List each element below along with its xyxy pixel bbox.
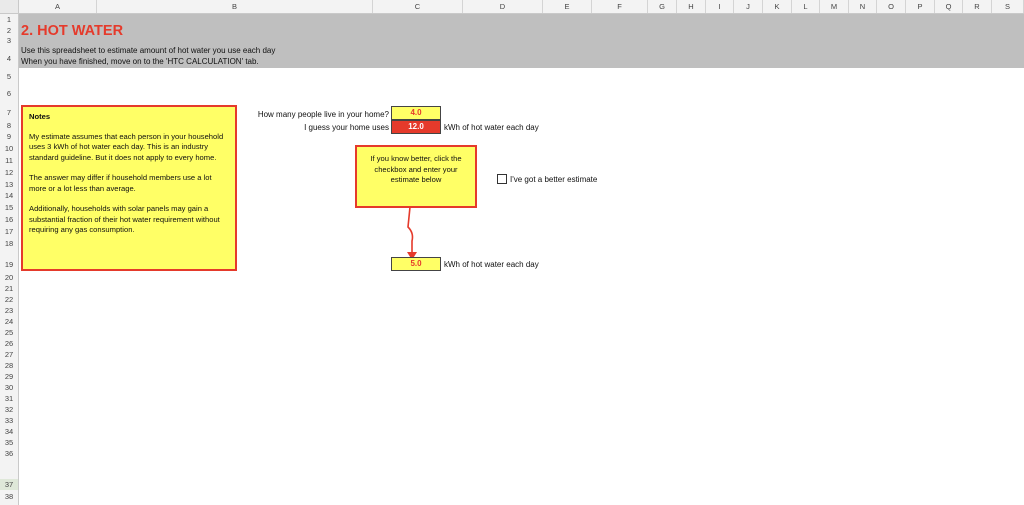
row-header[interactable]: 32 (4, 405, 14, 414)
notes-paragraph: My estimate assumes that each person in your household uses 3 kWh of hot water each day. This is an industry standard guideline. But it does not apply to every home. (29, 131, 224, 162)
row-header[interactable]: 25 (4, 328, 14, 337)
row-header[interactable]: 36 (4, 449, 14, 458)
column-header-f[interactable]: F (592, 0, 648, 13)
row-header[interactable]: 3 (6, 36, 12, 45)
notes-paragraph: Additionally, households with solar panels may gain a substantial fraction of their hot water requirement without requiring any gas consumption. (29, 204, 220, 234)
row-header[interactable]: 9 (6, 132, 12, 141)
row-header[interactable]: 7 (6, 108, 12, 117)
row-header[interactable]: 27 (4, 350, 14, 359)
notes-paragraph: The answer may differ if household members use a lot more or a lot less than average. (29, 173, 212, 193)
people-count-cell[interactable]: 4.0 (391, 106, 441, 120)
row-header[interactable]: 29 (4, 372, 14, 381)
instruction-line: When you have finished, move on to the 'HTC CALCULATION' tab. (21, 57, 259, 66)
guess-value-cell[interactable]: 12.0 (391, 120, 441, 134)
row-header[interactable]: 1 (6, 15, 12, 24)
column-header-o[interactable]: O (877, 0, 906, 13)
row-header[interactable]: 38 (4, 492, 14, 501)
column-header-g[interactable]: G (648, 0, 677, 13)
row-header[interactable]: 28 (4, 361, 14, 370)
column-header-j[interactable]: J (734, 0, 763, 13)
callout-box[interactable] (355, 145, 477, 208)
column-header-h[interactable]: H (677, 0, 706, 13)
column-header-k[interactable]: K (763, 0, 792, 13)
arrow-connector (395, 205, 425, 261)
column-header-l[interactable]: L (792, 0, 820, 13)
row-header[interactable]: 15 (4, 203, 14, 212)
guess-label: I guess your home uses (304, 123, 389, 132)
row-header[interactable]: 5 (6, 72, 12, 81)
column-header-d[interactable]: D (463, 0, 543, 13)
row-header[interactable]: 13 (4, 180, 14, 189)
row-header[interactable]: 23 (4, 306, 14, 315)
row-header[interactable]: 10 (4, 144, 14, 153)
row-header[interactable]: 22 (4, 295, 14, 304)
column-header-s[interactable]: S (992, 0, 1024, 13)
callout-text: If you know better, click the checkbox and enter your estimate below (370, 154, 462, 184)
row-header[interactable]: 16 (4, 215, 14, 224)
column-header-a[interactable]: A (19, 0, 97, 13)
row-header[interactable]: 8 (6, 121, 12, 130)
arrow-line (408, 207, 413, 253)
row-header-active[interactable]: 37 (4, 480, 14, 489)
column-header-q[interactable]: Q (935, 0, 963, 13)
row-header[interactable]: 4 (6, 54, 12, 63)
column-header-b[interactable]: B (97, 0, 373, 13)
row-header[interactable]: 6 (6, 89, 12, 98)
select-all-corner[interactable] (0, 0, 19, 13)
column-header-i[interactable]: I (706, 0, 734, 13)
estimate-unit-label: kWh of hot water each day (444, 260, 539, 269)
instruction-line: Use this spreadsheet to estimate amount of hot water you use each day (21, 46, 276, 55)
row-header[interactable]: 19 (4, 260, 14, 269)
page-title: 2. HOT WATER (21, 23, 124, 39)
row-header[interactable]: 31 (4, 394, 14, 403)
column-header-p[interactable]: P (906, 0, 935, 13)
row-header[interactable]: 24 (4, 317, 14, 326)
row-header[interactable]: 20 (4, 273, 14, 282)
row-header[interactable]: 33 (4, 416, 14, 425)
guess-unit-label: kWh of hot water each day (444, 123, 539, 132)
row-header[interactable]: 26 (4, 339, 14, 348)
row-header[interactable]: 18 (4, 239, 14, 248)
row-header[interactable]: 21 (4, 284, 14, 293)
row-header[interactable]: 11 (5, 156, 13, 165)
row-header[interactable]: 14 (4, 191, 14, 200)
column-header-bar (0, 0, 1024, 14)
row-header[interactable]: 17 (4, 227, 14, 236)
row-header[interactable]: 35 (4, 438, 14, 447)
row-header[interactable]: 12 (4, 168, 14, 177)
column-header-c[interactable]: C (373, 0, 463, 13)
row-header[interactable]: 2 (6, 26, 12, 35)
column-header-m[interactable]: M (820, 0, 849, 13)
column-header-n[interactable]: N (849, 0, 877, 13)
checkbox-label[interactable]: I've got a better estimate (510, 175, 598, 184)
people-label: How many people live in your home? (257, 110, 389, 119)
column-header-e[interactable]: E (543, 0, 592, 13)
row-header-bar (0, 14, 19, 505)
row-header[interactable]: 34 (4, 427, 14, 436)
notes-title: Notes (29, 112, 51, 121)
column-header-r[interactable]: R (963, 0, 992, 13)
row-header[interactable]: 30 (4, 383, 14, 392)
better-estimate-checkbox[interactable] (497, 174, 507, 184)
estimate-value-cell[interactable]: 5.0 (391, 257, 441, 271)
